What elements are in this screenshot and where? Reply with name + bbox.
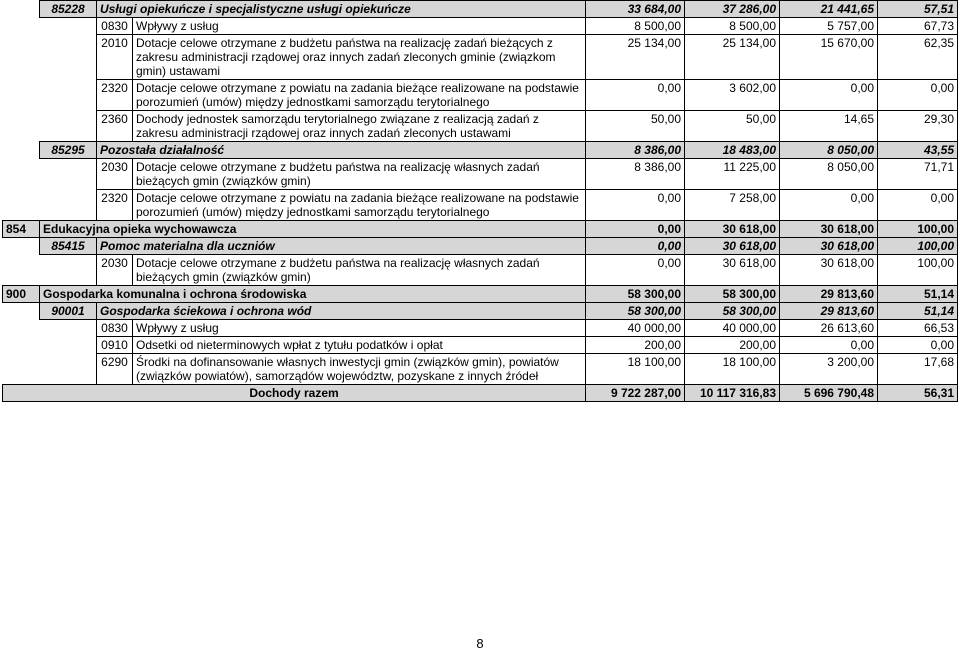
indent-cell: [3, 190, 40, 221]
execution-value: 26 613,60: [780, 320, 878, 337]
indent-cell: [3, 111, 40, 142]
rozdzial-code: 85415: [40, 238, 97, 255]
execution-value: 15 670,00: [780, 35, 878, 80]
indent-cell: [3, 142, 40, 159]
indent-cell: [3, 80, 40, 111]
row-name: Dotacje celowe otrzymane z budżetu państwa na realizację własnych zadań bieżących gmin (związków gmin): [133, 159, 586, 190]
plan-value: 0,00: [586, 255, 685, 286]
row-name: Gospodarka ściekowa i ochrona wód: [97, 303, 586, 320]
indent-cell: [40, 159, 97, 190]
execution-value: 30 618,00: [780, 255, 878, 286]
plan-value: 18 100,00: [586, 354, 685, 385]
section-row: [3, 221, 958, 238]
rozdzial-code: 90001: [40, 303, 97, 320]
table-row: [3, 190, 958, 221]
indent-cell: [3, 303, 40, 320]
row-name: Dotacje celowe otrzymane z budżetu państwa na realizację własnych zadań bieżących gmin (związków gmin): [133, 255, 586, 286]
execution-value: 0,00: [780, 80, 878, 111]
table-row: [3, 354, 958, 385]
table-row: [3, 337, 958, 354]
row-name: Edukacyjna opieka wychowawcza: [40, 221, 586, 238]
percent-value: 100,00: [878, 238, 958, 255]
execution-value: 3 200,00: [780, 354, 878, 385]
paragraf-code: 0830: [97, 18, 133, 35]
plan-value: 200,00: [586, 337, 685, 354]
paragraf-code: 2360: [97, 111, 133, 142]
indent-cell: [3, 354, 40, 385]
plan-after-changes-value: 25 134,00: [685, 35, 780, 80]
total-percent-value: 56,31: [878, 385, 958, 402]
section-row: [3, 286, 958, 303]
plan-value: 0,00: [586, 80, 685, 111]
execution-value: 30 618,00: [780, 238, 878, 255]
execution-value: 0,00: [780, 337, 878, 354]
execution-value: 29 813,60: [780, 286, 878, 303]
plan-after-changes-value: 30 618,00: [685, 221, 780, 238]
percent-value: 57,51: [878, 1, 958, 18]
percent-value: 0,00: [878, 337, 958, 354]
execution-value: 8 050,00: [780, 142, 878, 159]
table-row: [3, 320, 958, 337]
indent-cell: [40, 320, 97, 337]
paragraf-code: 6290: [97, 354, 133, 385]
plan-after-changes-value: 30 618,00: [685, 238, 780, 255]
indent-cell: [40, 80, 97, 111]
rozdzial-code: 85295: [40, 142, 97, 159]
plan-after-changes-value: 50,00: [685, 111, 780, 142]
plan-value: 33 684,00: [586, 1, 685, 18]
row-name: Gospodarka komunalna i ochrona środowiska: [40, 286, 586, 303]
plan-value: 0,00: [586, 238, 685, 255]
paragraf-code: 0910: [97, 337, 133, 354]
percent-value: 100,00: [878, 255, 958, 286]
percent-value: 43,55: [878, 142, 958, 159]
indent-cell: [3, 18, 40, 35]
plan-after-changes-value: 40 000,00: [685, 320, 780, 337]
percent-value: 71,71: [878, 159, 958, 190]
percent-value: 0,00: [878, 190, 958, 221]
row-name: Dotacje celowe otrzymane z budżetu państwa na realizację zadań bieżących z zakresu administracji rządowej oraz innych zadań zleconych gminie (związkom gmin) ustawami: [133, 35, 586, 80]
table-row: [3, 35, 958, 80]
indent-cell: [40, 255, 97, 286]
percent-value: 100,00: [878, 221, 958, 238]
execution-value: 14,65: [780, 111, 878, 142]
indent-cell: [3, 337, 40, 354]
row-name: Odsetki od nieterminowych wpłat z tytułu podatków i opłat: [133, 337, 586, 354]
total-execution-value: 5 696 790,48: [780, 385, 878, 402]
plan-after-changes-value: 18 483,00: [685, 142, 780, 159]
plan-value: 58 300,00: [586, 303, 685, 320]
plan-value: 0,00: [586, 190, 685, 221]
paragraf-code: 0830: [97, 320, 133, 337]
row-name: Dotacje celowe otrzymane z powiatu na zadania bieżące realizowane na podstawie porozumień (umów) między jednostkami samorządu terytorialnego: [133, 80, 586, 111]
plan-after-changes-value: 58 300,00: [685, 286, 780, 303]
plan-value: 50,00: [586, 111, 685, 142]
plan-after-changes-value: 37 286,00: [685, 1, 780, 18]
indent-cell: [40, 35, 97, 80]
indent-cell: [3, 238, 40, 255]
row-name: Dotacje celowe otrzymane z powiatu na zadania bieżące realizowane na podstawie porozumień (umów) między jednostkami samorządu terytorialnego: [133, 190, 586, 221]
percent-value: 66,53: [878, 320, 958, 337]
percent-value: 29,30: [878, 111, 958, 142]
percent-value: 51,14: [878, 286, 958, 303]
table-row: [3, 159, 958, 190]
indent-cell: [40, 190, 97, 221]
chapter-row: [3, 142, 958, 159]
plan-value: 8 500,00: [586, 18, 685, 35]
row-name: Dochody jednostek samorządu terytorialnego związane z realizacją zadań z zakresu administracji rządowej oraz innych zadań zleconych ustawami: [133, 111, 586, 142]
indent-cell: [40, 354, 97, 385]
plan-after-changes-value: 11 225,00: [685, 159, 780, 190]
percent-value: 51,14: [878, 303, 958, 320]
indent-cell: [3, 320, 40, 337]
dzial-code: 900: [3, 286, 40, 303]
indent-cell: [3, 1, 40, 18]
percent-value: 62,35: [878, 35, 958, 80]
row-name: Usługi opiekuńcze i specjalistyczne usługi opiekuńcze: [97, 1, 586, 18]
table-row: [3, 111, 958, 142]
indent-cell: [3, 35, 40, 80]
indent-cell: [3, 159, 40, 190]
paragraf-code: 2320: [97, 80, 133, 111]
percent-value: 17,68: [878, 354, 958, 385]
plan-after-changes-value: 200,00: [685, 337, 780, 354]
plan-after-changes-value: 7 258,00: [685, 190, 780, 221]
indent-cell: [40, 111, 97, 142]
dzial-code: 854: [3, 221, 40, 238]
total-plan-after-changes-value: 10 117 316,83: [685, 385, 780, 402]
execution-value: 8 050,00: [780, 159, 878, 190]
total-label: Dochody razem: [3, 385, 586, 402]
percent-value: 67,73: [878, 18, 958, 35]
plan-after-changes-value: 30 618,00: [685, 255, 780, 286]
row-name: Środki na dofinansowanie własnych inwestycji gmin (związków gmin), powiatów (związków powiatów), samorządów województw, pozyskane z innych źródeł: [133, 354, 586, 385]
plan-value: 25 134,00: [586, 35, 685, 80]
total-plan-value: 9 722 287,00: [586, 385, 685, 402]
row-name: Pozostała działalność: [97, 142, 586, 159]
plan-value: 40 000,00: [586, 320, 685, 337]
indent-cell: [40, 337, 97, 354]
table-row: [3, 80, 958, 111]
plan-value: 0,00: [586, 221, 685, 238]
revenue-table: [2, 0, 958, 402]
row-name: Wpływy z usług: [133, 18, 586, 35]
plan-value: 58 300,00: [586, 286, 685, 303]
chapter-row: [3, 1, 958, 18]
row-name: Wpływy z usług: [133, 320, 586, 337]
execution-value: 29 813,60: [780, 303, 878, 320]
plan-after-changes-value: 8 500,00: [685, 18, 780, 35]
percent-value: 0,00: [878, 80, 958, 111]
plan-after-changes-value: 18 100,00: [685, 354, 780, 385]
chapter-row: [3, 303, 958, 320]
paragraf-code: 2320: [97, 190, 133, 221]
chapter-row: [3, 238, 958, 255]
paragraf-code: 2030: [97, 159, 133, 190]
plan-value: 8 386,00: [586, 159, 685, 190]
execution-value: 21 441,65: [780, 1, 878, 18]
execution-value: 5 757,00: [780, 18, 878, 35]
total-row: [3, 385, 958, 402]
indent-cell: [40, 18, 97, 35]
rozdzial-code: 85228: [40, 1, 97, 18]
page-number: 8: [476, 636, 484, 651]
plan-after-changes-value: 58 300,00: [685, 303, 780, 320]
execution-value: 30 618,00: [780, 221, 878, 238]
plan-after-changes-value: 3 602,00: [685, 80, 780, 111]
plan-value: 8 386,00: [586, 142, 685, 159]
execution-value: 0,00: [780, 190, 878, 221]
row-name: Pomoc materialna dla uczniów: [97, 238, 586, 255]
table-row: [3, 18, 958, 35]
paragraf-code: 2030: [97, 255, 133, 286]
paragraf-code: 2010: [97, 35, 133, 80]
indent-cell: [3, 255, 40, 286]
table-row: [3, 255, 958, 286]
